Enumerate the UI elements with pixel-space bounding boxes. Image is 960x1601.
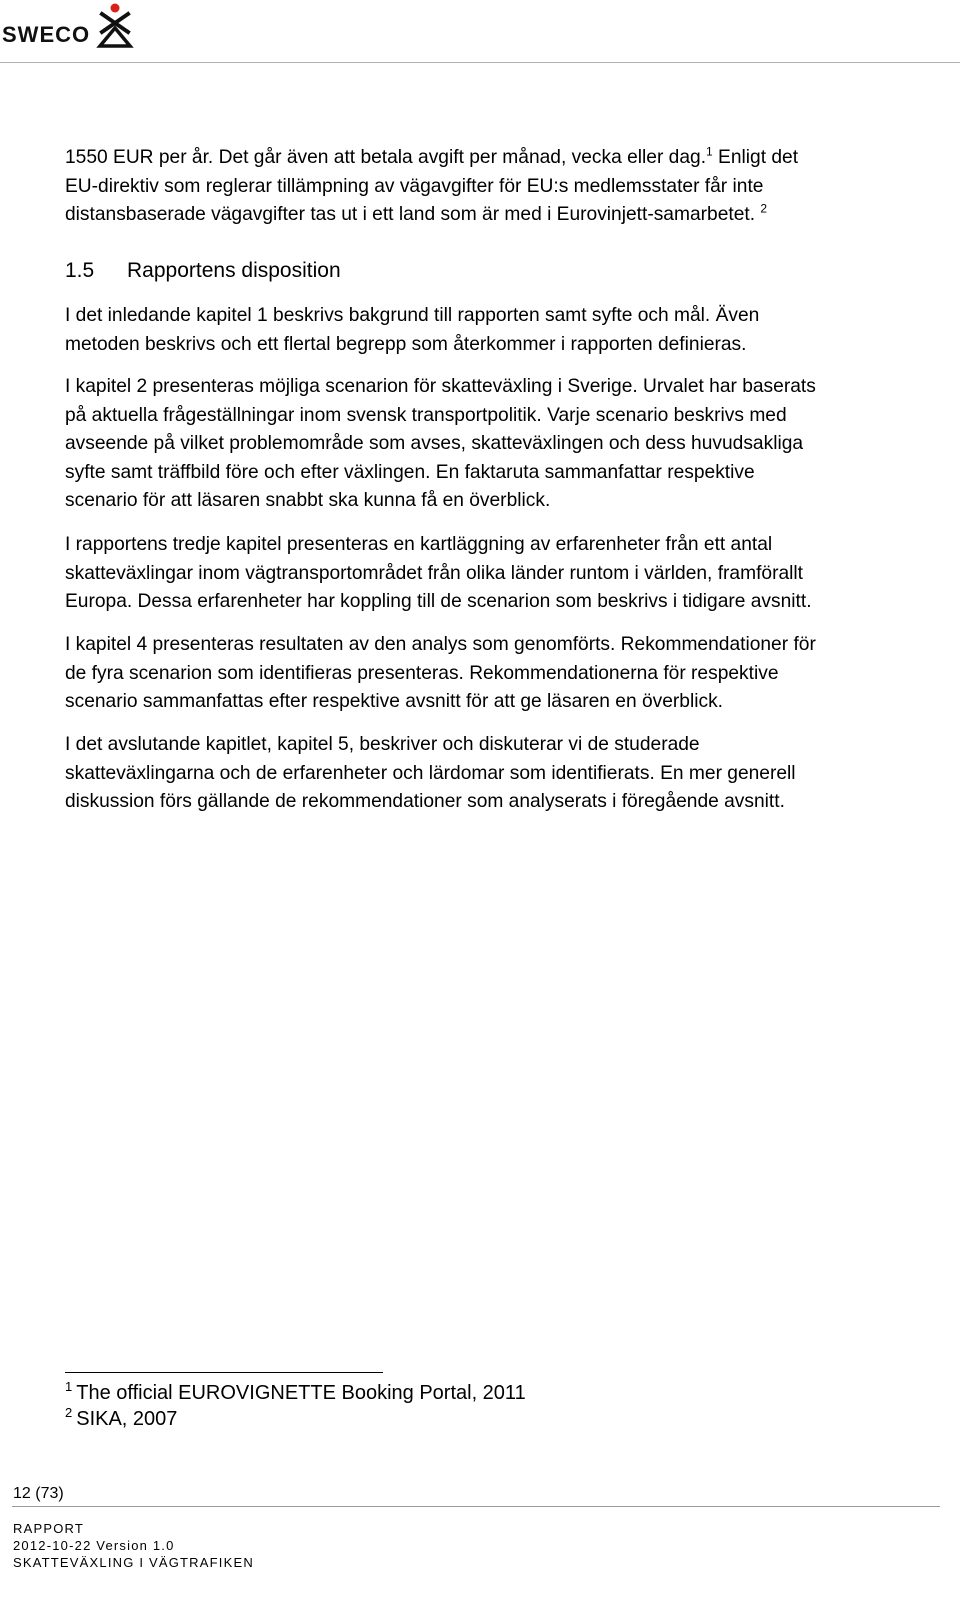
footnote-2 (65, 1406, 526, 1432)
footer-divider (12, 1506, 940, 1507)
text-line: I kapitel 4 presenteras resultaten av den analys som genomförts. Rekommendationer för (65, 634, 816, 655)
text-line: I det inledande kapitel 1 beskrivs bakgrund till rapporten samt syfte och mål. Även (65, 305, 760, 326)
text-line: på aktuella frågeställningar inom svensk transportpolitik. Varje scenario beskrivs med (65, 404, 787, 426)
text-line: skatteväxlingar inom vägtransportområdet från olika länder runtom i världen, framförallt (65, 562, 803, 584)
text-line: syfte samt träffbild före och efter växlingen. En faktaruta sammanfattar respektive (65, 461, 755, 483)
page-footer (13, 1520, 254, 1571)
text-line: de fyra scenarion som identifieras presenteras. Rekommendationerna för respektive (65, 662, 779, 684)
paragraph-chapter-2 (65, 373, 816, 516)
text-line: I rapportens tredje kapitel presenteras en kartläggning av erfarenheter från ett antal (65, 534, 773, 555)
text-line: 1550 EUR per år. Det går även att betala avgift per månad, vecka eller dag. (65, 147, 707, 168)
paragraph-intro (65, 144, 798, 230)
footnote-ref-1[interactable]: 1 (706, 144, 713, 159)
text-line: skatteväxlingarna och de erfarenheter och lärdomar som identifierats. En mer generell (65, 762, 796, 784)
sweco-figure-logo-icon (96, 2, 138, 48)
page-header (0, 0, 960, 64)
text-line: distansbaserade vägavgifter tas ut i ett land som är med i Eurovinjett-samarbetet. (65, 204, 756, 225)
paragraph-chapter-1 (65, 302, 759, 359)
footnotes (65, 1380, 526, 1432)
page-number: 12 (73) (13, 1485, 64, 1502)
text-line: Europa. Dessa erfarenheter har koppling till de scenarion som beskrivs i tidigare avsnitt. (65, 591, 812, 612)
section-number: 1.5 (65, 259, 95, 282)
footer-title: SKATTEVÄXLING I VÄGTRAFIKEN (13, 1555, 254, 1570)
text-line: scenario för att läsaren snabbt ska kunna få en överblick. (65, 490, 551, 511)
footnote-mark: 2 (65, 1405, 73, 1421)
sweco-logo (2, 2, 142, 52)
footnote-divider (65, 1372, 383, 1373)
text-line: avseende på vilket problemområde som avses, skatteväxlingen och dess huvudsakliga (65, 433, 804, 454)
text-line: Enligt det (712, 147, 799, 168)
section-heading (65, 257, 341, 285)
paragraph-chapter-3 (65, 531, 812, 617)
text-line: I kapitel 2 presenteras möjliga scenarion för skatteväxling i Sverige. Urvalet har baserats (65, 376, 816, 397)
footnote-text: The official EUROVIGNETTE Booking Portal, 2011 (76, 1382, 526, 1404)
text-line: scenario sammanfattas efter respektive avsnitt för att ge läsaren en överblick. (65, 691, 724, 712)
paragraph-chapter-4 (65, 631, 816, 717)
text-line: diskussion förs gällande de rekommendationer som analyserats i föregående avsnitt. (65, 791, 785, 812)
paragraph-chapter-5 (65, 731, 796, 817)
footer-version: 2012-10-22 Version 1.0 (13, 1538, 175, 1553)
footnote-1 (65, 1380, 526, 1406)
text-line: I det avslutande kapitlet, kapitel 5, beskriver och diskuterar vi de studerade (65, 734, 700, 755)
logo-text: SWECO (2, 22, 91, 47)
section-title: Rapportens disposition (127, 259, 341, 282)
text-line: EU-direktiv som reglerar tillämpning av vägavgifter för EU:s medlemsstater får inte (65, 175, 764, 197)
footnote-mark: 1 (65, 1379, 73, 1395)
footer-doc-type: RAPPORT (13, 1521, 85, 1536)
text-line: metoden beskrivs och ett flertal begrepp som återkommer i rapporten definieras. (65, 333, 747, 355)
footnote-ref-2[interactable]: 2 (760, 201, 768, 216)
header-divider (0, 62, 960, 63)
footnote-text: SIKA, 2007 (76, 1408, 178, 1430)
